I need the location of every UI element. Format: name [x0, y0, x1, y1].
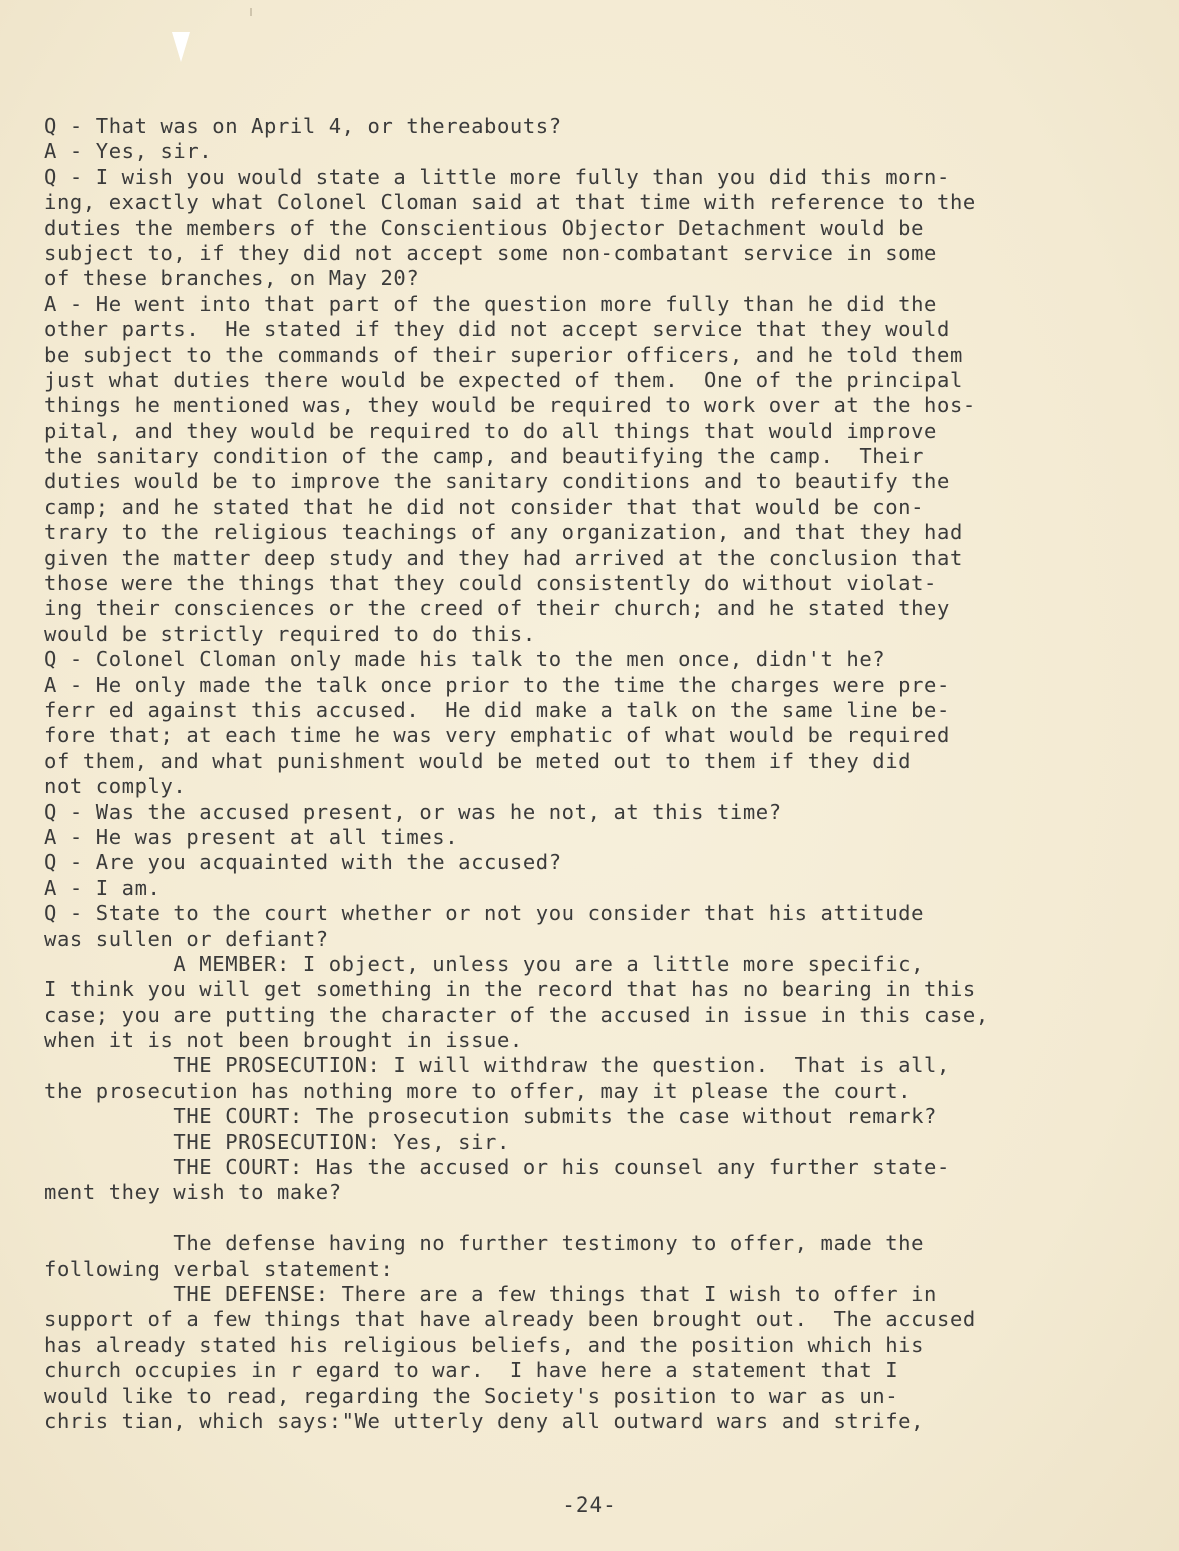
text-line: support of a few things that have already been brought out. The accused [44, 1307, 976, 1332]
page-number: -24- [562, 1493, 617, 1517]
text-line: other parts. He stated if they did not accept service that they would [44, 317, 950, 342]
text-line: A - He only made the talk once prior to the time the charges were pre- [44, 672, 950, 697]
text-line: ferr ed against this accused. He did make a talk on the same line be- [44, 697, 950, 722]
text-line: when it is not been brought in issue. [44, 1028, 523, 1053]
text-line: The defense having no further testimony to offer, made the [44, 1231, 925, 1256]
text-line: THE PROSECUTION: I will withdraw the question. That is all, [44, 1053, 950, 1078]
text-line: ing their consciences or the creed of their church; and he stated they [44, 596, 950, 621]
text-line: would be strictly required to do this. [44, 621, 536, 646]
text-line: fore that; at each time he was very emphatic of what would be required [44, 723, 950, 748]
text-line: was sullen or defiant? [44, 926, 329, 951]
text-line: I think you will get something in the record that has no bearing in this [44, 977, 976, 1002]
text-line: duties the members of the Conscientious Objector Detachment would be [44, 215, 925, 240]
text-line: THE PROSECUTION: Yes, sir. [44, 1129, 510, 1154]
text-line: be subject to the commands of their superior officers, and he told them [44, 342, 963, 367]
text-line: duties would be to improve the sanitary conditions and to beautify the [44, 469, 950, 494]
text-line: Q - Colonel Cloman only made his talk to the men once, didn't he? [44, 647, 886, 672]
text-line: Q - I wish you would state a little more fully than you did this morn- [44, 164, 950, 189]
text-line: those were the things that they could consistently do without violat- [44, 571, 938, 596]
text-line: the sanitary condition of the camp, and beautifying the camp. Their [44, 444, 925, 469]
text-line: given the matter deep study and they had arrived at the conclusion that [44, 545, 963, 570]
text-line: Q - Was the accused present, or was he not, at this time? [44, 799, 782, 824]
text-line: would like to read, regarding the Society's position to war as un- [44, 1383, 899, 1408]
text-line: the prosecution has nothing more to offer, may it please the court. [44, 1078, 912, 1103]
text-line: Q - State to the court whether or not you consider that his attitude [44, 901, 925, 926]
text-line: has already stated his religious beliefs, and the position which his [44, 1332, 925, 1357]
text-line: A - Yes, sir. [44, 139, 213, 164]
text-line: THE COURT: Has the accused or his counsel any further state- [44, 1155, 950, 1180]
text-line: Q - That was on April 4, or thereabouts? [44, 114, 562, 138]
text-line: A MEMBER: I object, unless you are a little more specific, [44, 951, 925, 976]
text-line: trary to the religious teachings of any organization, and that they had [44, 520, 963, 545]
paper-speck [250, 8, 252, 16]
text-line: things he mentioned was, they would be required to work over at the hos- [44, 393, 976, 418]
text-line: not comply. [44, 774, 187, 799]
text-line: ment they wish to make? [44, 1180, 342, 1205]
blank-line [44, 1206, 1144, 1231]
text-line: Q - Are you acquainted with the accused? [44, 850, 562, 875]
text-line: chris tian, which says:"We utterly deny all outward wars and strife, [44, 1408, 925, 1433]
text-line: following verbal statement: [44, 1256, 394, 1281]
text-line: case; you are putting the character of the accused in issue in this case, [44, 1002, 989, 1027]
text-line: A - He was present at all times. [44, 824, 459, 849]
text-line: A - He went into that part of the question more fully than he did the [44, 291, 938, 316]
transcript-body [44, 114, 1144, 1434]
text-line: church occupies in r egard to war. I have here a statement that I [44, 1358, 899, 1383]
paper-notch-mark [172, 32, 190, 62]
text-line: of these branches, on May 20? [44, 266, 420, 291]
text-line: camp; and he stated that he did not consider that that would be con- [44, 494, 925, 519]
text-line: THE COURT: The prosecution submits the case without remark? [44, 1104, 938, 1129]
text-line: THE DEFENSE: There are a few things that I wish to offer in [44, 1281, 938, 1306]
text-line: just what duties there would be expected of them. One of the principal [44, 367, 963, 392]
text-line: ing, exactly what Colonel Cloman said at that time with reference to the [44, 190, 976, 215]
text-line: A - I am. [44, 875, 161, 900]
text-line: subject to, if they did not accept some non-combatant service in some [44, 240, 938, 265]
text-line: pital, and they would be required to do all things that would improve [44, 418, 938, 443]
text-line: of them, and what punishment would be meted out to them if they did [44, 748, 912, 773]
